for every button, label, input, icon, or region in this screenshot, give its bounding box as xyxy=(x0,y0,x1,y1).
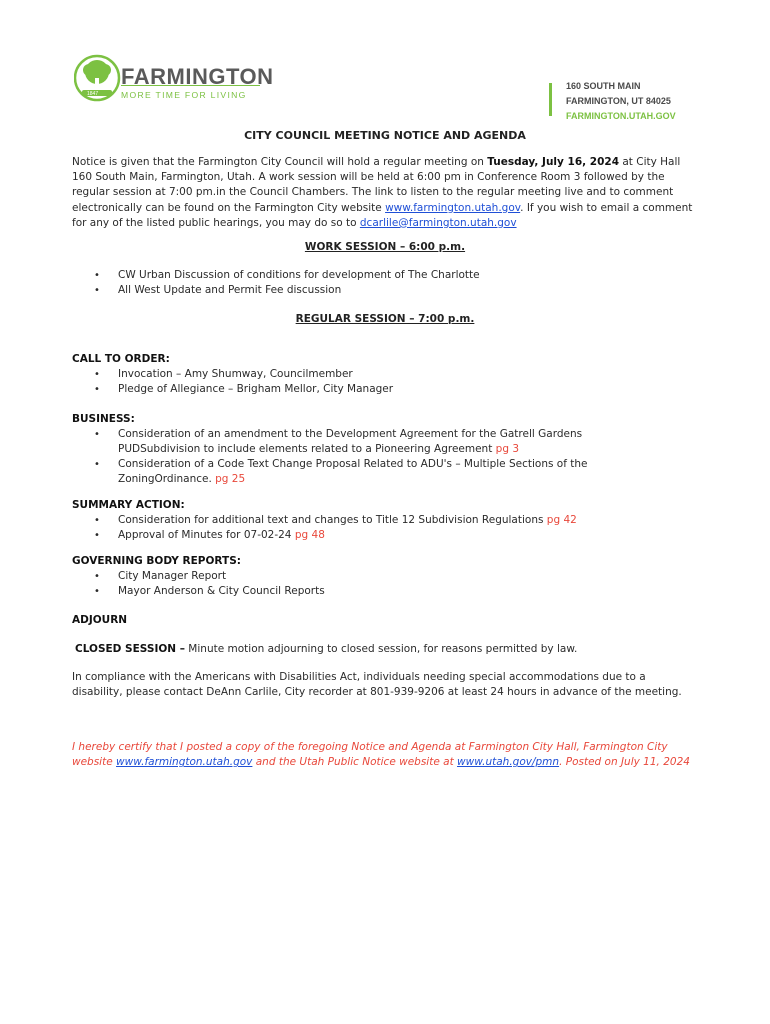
list-item xyxy=(72,457,632,487)
email-link[interactable]: dcarlile@farmington.utah.gov xyxy=(359,216,517,229)
item-text: Pledge of Allegiance – Brigham Mellor, City Manager xyxy=(118,383,394,395)
page-reference: pg 48 xyxy=(294,529,325,541)
call-to-order-list xyxy=(72,367,632,397)
closed-session-text: Minute motion adjourning to closed session, for reasons permitted by law. xyxy=(184,643,578,655)
bullet-icon: • xyxy=(94,571,100,582)
item-text: Consideration of a Code Text Change Proposal Related to ADU's – Multiple Sections of the ZoningOrdinance. xyxy=(118,458,588,485)
bullet-icon: • xyxy=(94,459,100,470)
page-reference: pg 25 xyxy=(215,473,246,485)
list-item xyxy=(72,283,632,298)
adjourn-heading: ADJOURN xyxy=(72,614,128,626)
logo-wordmark: FARMINGTON xyxy=(121,64,274,89)
farmington-website-link[interactable]: www.farmington.utah.gov xyxy=(116,756,253,769)
work-session-heading: WORK SESSION – 6:00 p.m. xyxy=(304,241,466,253)
business-list xyxy=(72,427,632,487)
website-link[interactable]: www.farmington.utah.gov xyxy=(385,201,521,214)
bullet-icon: • xyxy=(94,515,100,526)
item-text: Consideration of an amendment to the Development Agreement for the Gatrell Gardens PUDSubdivision to include elements related to a Pioneering Agreement xyxy=(118,428,583,455)
bullet-icon: • xyxy=(94,384,100,395)
notice-text-3: . If you wish to email a comment for any of the listed public hearings, you may do so to xyxy=(72,201,693,229)
list-item xyxy=(72,382,632,397)
bullet-icon: • xyxy=(94,530,100,541)
city-website[interactable]: FARMINGTON.UTAH.GOV xyxy=(566,111,676,121)
utah-pmn-link[interactable]: www.utah.gov/pmn xyxy=(457,756,560,769)
bullet-icon: • xyxy=(94,429,100,440)
item-text: Invocation – Amy Shumway, Councilmember xyxy=(118,368,353,380)
item-text: Mayor Anderson & City Council Reports xyxy=(118,585,325,597)
notice-paragraph xyxy=(72,155,698,231)
summary-action-heading: SUMMARY ACTION: xyxy=(72,499,185,511)
list-item xyxy=(72,584,632,599)
bullet-icon: • xyxy=(94,369,100,380)
cert-text-2: and the Utah Public Notice website at xyxy=(252,756,458,769)
governing-body-heading: GOVERNING BODY REPORTS: xyxy=(72,555,241,567)
list-item xyxy=(72,528,632,543)
cert-text-1: I hereby certify that I posted a copy of the foregoing Notice and Agenda at Farmington City Hall, Farmington City website xyxy=(72,741,668,769)
call-to-order-heading: CALL TO ORDER: xyxy=(72,353,170,365)
item-text: All West Update and Permit Fee discussion xyxy=(118,284,342,296)
list-item xyxy=(72,427,632,457)
city-address xyxy=(566,79,676,124)
address-line-1: 160 SOUTH MAIN xyxy=(566,81,641,91)
regular-session-heading: REGULAR SESSION – 7:00 p.m. xyxy=(295,313,475,325)
governing-body-list xyxy=(72,569,632,599)
summary-action-list xyxy=(72,513,632,543)
item-text: City Manager Report xyxy=(118,570,227,582)
bullet-icon: • xyxy=(94,270,100,281)
work-session-list xyxy=(72,268,632,298)
item-text: Consideration for additional text and changes to Title 12 Subdivision Regulations xyxy=(118,514,547,526)
logo-year: 1847 xyxy=(87,91,99,97)
bullet-icon: • xyxy=(94,285,100,296)
closed-session-label: CLOSED SESSION – xyxy=(75,643,185,655)
page-title: CITY COUNCIL MEETING NOTICE AND AGENDA xyxy=(244,129,526,142)
logo-tagline: MORE TIME FOR LIVING xyxy=(121,90,247,100)
closed-session xyxy=(75,643,577,655)
page-reference: pg 3 xyxy=(495,443,520,455)
certification-statement xyxy=(72,740,692,770)
bullet-icon: • xyxy=(94,586,100,597)
item-text: Approval of Minutes for 07-02-24 xyxy=(118,529,295,541)
item-text: CW Urban Discussion of conditions for development of The Charlotte xyxy=(118,269,480,281)
notice-text-2: at City Hall 160 South Main, Farmington, Utah. A work session will be held at 6:00 pm in Conference Room 3 followed by the regular session at 7:00 pm.in the Council Chambers. The link to listen to the regular meeting live and to comment electronically can be found on the Farmington City website xyxy=(72,156,681,214)
business-heading: BUSINESS: xyxy=(72,413,135,425)
page-reference: pg 42 xyxy=(546,514,577,526)
cert-text-3: . Posted on July 11, 2024 xyxy=(559,756,690,769)
ada-notice: In compliance with the Americans with Disabilities Act, individuals needing special accommodations due to a disability, please contact DeAnn Carlile, City recorder at 801-939-9206 at least 24 hours in advance of the meeting. xyxy=(72,671,682,699)
list-item xyxy=(72,268,632,283)
address-line-2: FARMINGTON, UT 84025 xyxy=(566,96,671,106)
list-item xyxy=(72,513,632,528)
list-item xyxy=(72,569,632,584)
address-divider xyxy=(549,83,552,116)
farmington-logo xyxy=(74,52,274,104)
meeting-date: Tuesday, July 16, 2024 xyxy=(487,156,620,168)
notice-text-1: Notice is given that the Farmington City Council will hold a regular meeting on xyxy=(72,156,488,168)
list-item xyxy=(72,367,632,382)
